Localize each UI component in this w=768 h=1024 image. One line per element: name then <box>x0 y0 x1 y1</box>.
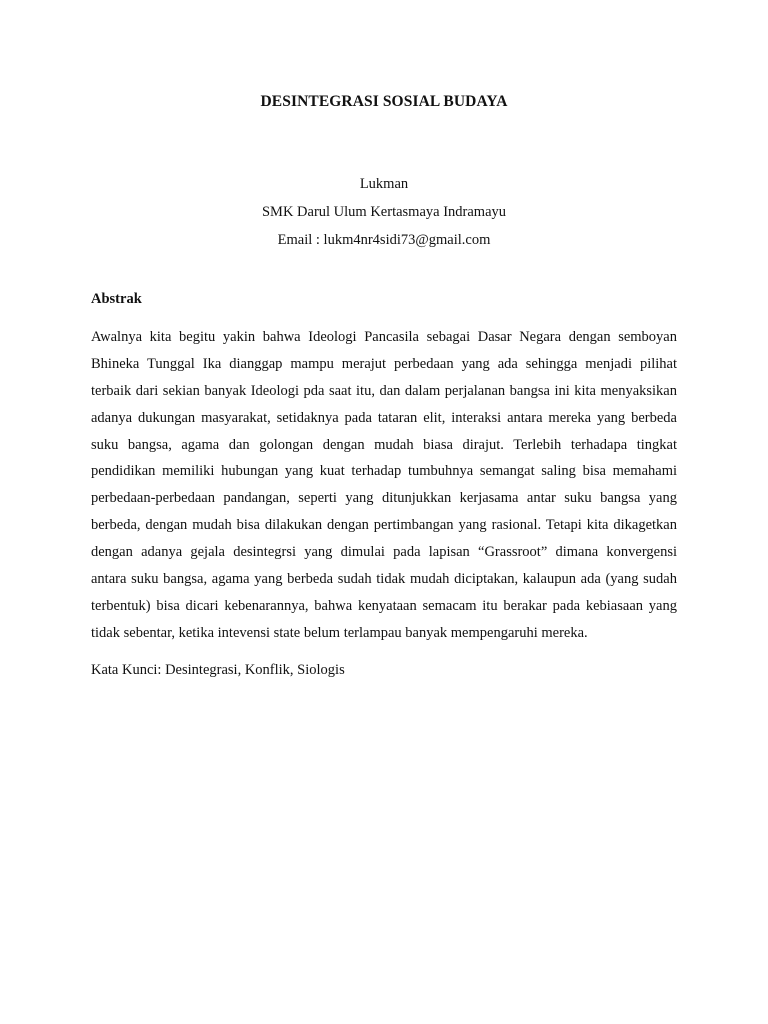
abstract-line: dengan adanya gejala desintegrsi yang dimulai pada lapisan “Grassroot” dimana konvergensi <box>91 544 677 561</box>
abstract-line: Awalnya kita begitu yakin bahwa Ideologi Pancasila sebagai Dasar Negara dengan semboyan <box>91 329 677 345</box>
author-affiliation: SMK Darul Ulum Kertasmaya Indramayu <box>261 204 507 220</box>
author-block <box>0 170 768 254</box>
abstract-line: terbentuk) bisa dicari kebenarannya, bahwa kenyataan semacam itu berakar pada kebiasaan yang <box>91 597 677 614</box>
abstract-line: Bhineka Tunggal Ika dianggap mampu merajut perbedaan yang ada sehingga menjadi pilihat <box>91 355 677 372</box>
author-name: Lukman <box>359 176 409 192</box>
abstract-body <box>91 324 677 647</box>
abstract-heading: Abstrak <box>91 291 142 307</box>
paper-title: DESINTEGRASI SOSIAL BUDAYA <box>260 93 508 110</box>
abstract-line: pendidikan memiliki hubungan yang kuat terhadap tumbuhnya semangat saling bisa memahami <box>91 463 677 480</box>
abstract-line: berbeda, dengan mudah bisa dilakukan dengan pertimbangan yang rasional. Tetapi kita dikagetkan <box>91 517 677 534</box>
keywords: Kata Kunci: Desintegrasi, Konflik, Siologis <box>91 662 345 678</box>
abstract-line: adanya dukungan masyarakat, setidaknya pada tataran elit, interaksi antara mereka yang berbeda <box>91 409 677 426</box>
abstract-line: terbaik dari sekian banyak Ideologi pda saat itu, dan dalam perjalanan bangsa ini kita menyaksikan <box>91 382 677 399</box>
abstract-line: suku bangsa, agama dan golongan dengan mudah biasa dirajut. Terlebih terhadapa tingkat <box>91 436 677 453</box>
abstract-line: perbedaan-perbedaan pandangan, seperti yang ditunjukkan kerjasama antar suku bangsa yang <box>91 490 677 507</box>
author-email: Email : lukm4nr4sidi73@gmail.com <box>277 232 491 248</box>
abstract-line: antara suku bangsa, agama yang berbeda sudah tidak mudah diciptakan, kalaupun ada (yang sudah <box>91 571 677 588</box>
abstract-line: tidak sebentar, ketika intevensi state belum terlampau banyak mempengaruhi mereka. <box>91 624 588 641</box>
